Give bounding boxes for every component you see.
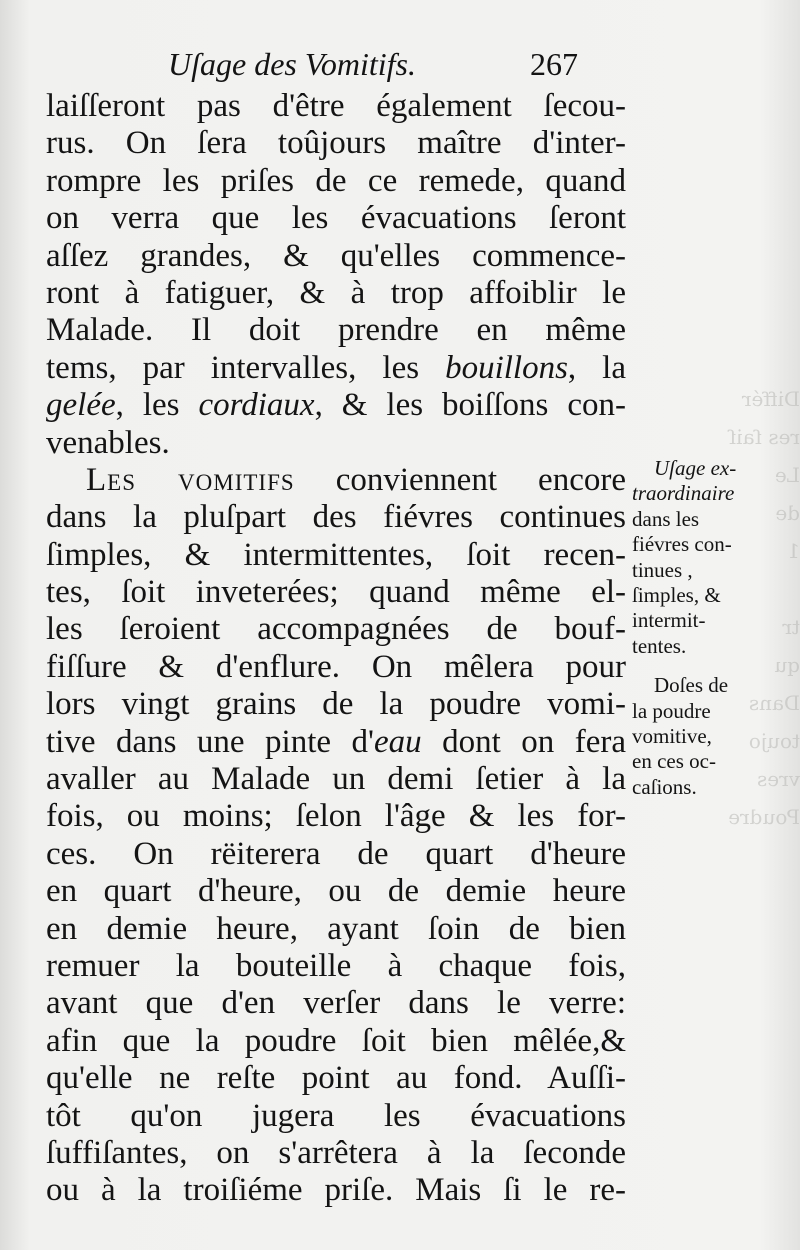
running-title: Uſage des Vomitifs. xyxy=(168,46,416,82)
text-line: rus. On ſera toûjours maître d'inter- xyxy=(46,125,626,162)
text-line: afin que la poudre ſoit bien mêlée,& xyxy=(46,1022,626,1059)
text-line: avant que d'en verſer dans le verre: xyxy=(46,985,626,1022)
text-line: tive dans une pinte d'eau dont on fera xyxy=(46,723,626,760)
margin-note-line: dans les xyxy=(632,506,700,531)
margin-note-line: fiévres con- xyxy=(632,532,732,557)
margin-notes xyxy=(632,456,764,800)
text-line: qu'elle ne reſte point au fond. Auſſi- xyxy=(46,1060,626,1097)
text-line: ces. On rëiterera de quart d'heure xyxy=(46,835,626,872)
text-line: ſimples, & intermittentes, ſoit recen- xyxy=(46,536,626,573)
text-line: ront à fatiguer, & à trop affoiblir le xyxy=(46,274,626,311)
margin-note-line: en ces oc- xyxy=(632,749,716,774)
text-line: Malade. Il doit prendre en même xyxy=(46,312,626,349)
page-number: 267 xyxy=(530,46,578,82)
text-line: rompre les priſes de ce remede, quand xyxy=(46,162,626,199)
text-line: en demie heure, ayant ſoin de bien xyxy=(46,910,626,947)
smallcaps-lead: Les vomitifs xyxy=(86,461,295,498)
text-line: tôt qu'on jugera les évacuations xyxy=(46,1097,626,1134)
margin-note-line: Uſage ex- xyxy=(654,456,737,480)
margin-note-line: caſions. xyxy=(632,774,697,799)
text-line: ou à la troiſiéme priſe. Mais ſi le re- xyxy=(46,1172,626,1209)
text-line: on verra que les évacuations ſeront xyxy=(46,200,626,237)
page-header xyxy=(0,44,800,84)
text-line: fois, ou moins; ſelon l'âge & les for- xyxy=(46,798,626,835)
text-line: gelée, les cordiaux, & les boiſſons con- xyxy=(46,387,626,424)
margin-note-line: Doſes de xyxy=(654,673,729,698)
paragraph-lead-line: Les vomitifs conviennent encore xyxy=(86,461,626,498)
text-line: venables. xyxy=(46,424,170,461)
text-line: lors vingt grains de la poudre vomi- xyxy=(46,686,626,723)
text-line: les ſeroient accompagnées de bouf- xyxy=(46,611,626,648)
italic-term: bouillons xyxy=(445,349,568,386)
margin-note-line: intermit- xyxy=(632,608,706,633)
text-line: ſuffiſantes, on s'arrêtera à la ſeconde xyxy=(46,1134,626,1171)
text-line: avaller au Malade un demi ſetier à la xyxy=(46,761,626,798)
text-line: laiſſeront pas d'être également ſecou- xyxy=(46,88,626,124)
text-line: remuer la bouteille à chaque fois, xyxy=(46,947,626,984)
text-line: dans la pluſpart des fiévres continues xyxy=(46,499,626,536)
main-text xyxy=(46,88,626,1210)
text-line: tems, par intervalles, les bouillons, la xyxy=(46,349,626,386)
margin-note-line: tentes. xyxy=(632,633,687,658)
text-line: en quart d'heure, ou de demie heure xyxy=(46,873,626,910)
margin-note-line: ſimples, & xyxy=(632,583,721,608)
margin-note-line: traordinaire xyxy=(632,481,735,506)
margin-note-line: la poudre xyxy=(632,698,711,723)
text-line: fiſſure & d'enflure. On mêlera pour xyxy=(46,648,626,685)
italic-term: cordiaux xyxy=(198,387,315,424)
text-line: aſſez grandes, & qu'elles commence- xyxy=(46,237,626,274)
italic-term: eau xyxy=(373,723,422,760)
show-through-text: Différ res ſaiſ Le de 1 tr qu Dans toujo vres Poudre xyxy=(728,387,800,829)
margin-note-line: tinues , xyxy=(632,557,693,582)
text-line: tes, ſoit inveterées; quand même el- xyxy=(46,574,626,611)
italic-term: gelée xyxy=(46,387,116,424)
margin-note-line: vomitive, xyxy=(632,724,712,749)
